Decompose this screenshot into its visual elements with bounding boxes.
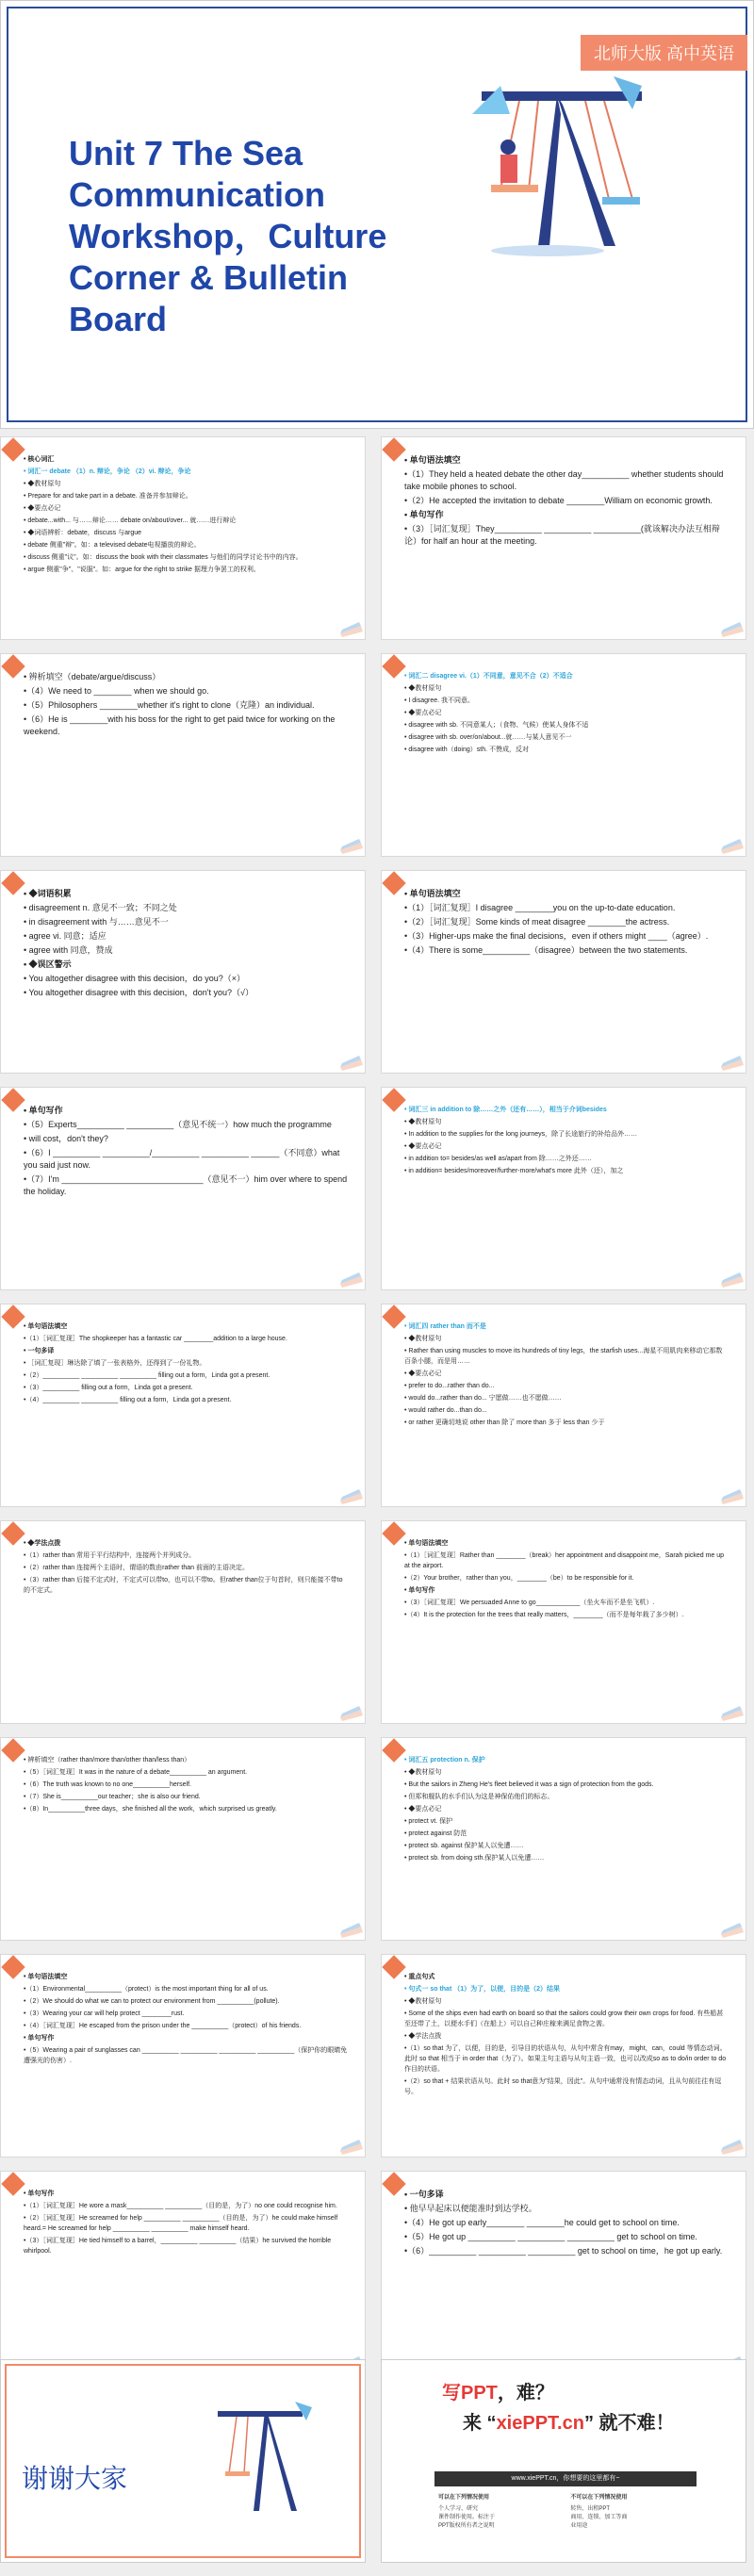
slide-line: •（1）［词汇复现］He wore a mask__________ __________（目的是，为了）no one could recognise him. [24,2203,337,2209]
slide-line: •（2）We should do what we can to protect our environment from __________(pollute). [24,1998,280,2005]
swing-illustration [444,57,670,265]
slide-line: • 一句多译 [24,1348,55,1354]
slide-line: • debate 侧重"辩"。如：a televised debate电视播放的辩论。 [24,542,201,549]
book-corner-icon [336,831,365,856]
slide-line: •（2）He accepted the invitation to debate ________William on economic growth. [404,496,713,505]
slide-line: • ◆要点必记 [404,1806,442,1813]
slide-line: • 单句语法填空 [404,455,461,465]
slide-line: •（6）He is ________with his boss for the right to get paid twice for working on the weekend. [24,714,336,736]
slide-content [24,671,348,839]
slide-line: • protect vt. 保护 [404,1818,453,1825]
slide-line: •（4）There is some__________（disagree）between the two statements. [404,945,688,955]
slide-line: •（2）［词汇复现］He screamed for help __________ __________（目的是，为了）he could make himself heard.= He screamed for help __________ __________ make himself heard. [24,2215,338,2232]
slide-line: • 词汇二 disagree vi.（1）不同意，意见不合（2）不适合 [404,673,573,680]
slide-content [404,1972,729,2140]
slide-line: • in disagreement with 与……意见不一 [24,917,169,927]
slide-content [404,888,729,1056]
publisher-badge: 北师大版 高中英语 [581,35,747,71]
slide-line: • ◆教材原句 [24,481,61,487]
book-corner-icon [336,1482,365,1506]
slide-line: •（3）Wearing your car will help protect ________rust. [24,2010,185,2017]
slide-line: • protect sb. from doing sth.保护某人以免遭…… [404,1855,545,1862]
lesson-slide [381,1737,746,1941]
slide-line: • 但郑和舰队的水手们认为这是神保佑他们的标志。 [404,1794,554,1800]
slide-content [24,454,348,622]
slide-line: • ［词汇复现］琳达除了填了一张表格外，还得到了一份礼物。 [24,1360,206,1367]
slide-line: •（2）［词汇复现］Some kinds of meat disagree ________the actress. [404,917,670,927]
slide-line: • In addition to the supplies for the long journeys，除了长途旅行的补给品外…… [404,1131,638,1138]
slide-line: • would rather do...than do... [404,1407,487,1414]
lesson-slide [381,436,746,640]
slide-content [24,1972,348,2140]
slide-line: • ◆要点必记 [24,505,61,512]
slide-line: • 辨析填空（rather than/more than/other than/less than） [24,1757,191,1764]
slide-line: • argue 侧重"争"、"说服"。如：argue for the right to strike 据理力争罢工的权利。 [24,566,260,573]
slide-line: • Prepare for and take part in a debate. 准备并参加辩论。 [24,493,192,500]
slide-line: • protect against 防范 [404,1830,467,1837]
lesson-slide [381,2171,746,2374]
slide-line: •（3）rather than 后接不定式时，不定式可以带to，也可以不带to。但rather than位于句首时，则只能接不带to的不定式。 [24,1577,343,1594]
book-corner-icon [336,1698,365,1723]
slide-line: • 单句语法填空 [404,1540,449,1547]
slide-line: • 单句语法填空 [24,1323,68,1330]
slide-line: •（1）rather than 常用于平行结构中，连接两个并列成分。 [24,1552,196,1559]
slide-line: • ◆要点必记 [404,1370,442,1377]
lesson-slide [0,870,366,1074]
lesson-slide [0,1737,366,1941]
slide-line: •（1）［词汇复现］I disagree ________you on the up-to-date education. [404,903,676,912]
book-corner-icon [336,1915,365,1940]
ad-line-2: 来 “xiePPT.cn” 就不难！ [463,2413,675,2434]
slide-line: • in addition to= besides/as well as/apart from 除……之外还…… [404,1156,592,1162]
slide-line: • 词汇五 protection n. 保护 [404,1757,485,1764]
ad-col-forbidden: 不可以在下列情况使用 转售、出租PPT 商用、连锁、加工等商业用途 [570,2495,628,2529]
slide-line: •（3）［词汇复现］He tied himself to a barrel，__________ __________（结果）he survived the horrible whirlpool. [24,2238,332,2255]
slide-line: • discuss 侧重"议"。如：discuss the book with their classmates 与他们的同学讨论书中的内容。 [24,554,303,561]
slide-line: • debate...with... 与……辩论…… debate on/about/over... 就……进行辩论 [24,517,237,524]
slide-line: •（7）She is__________our teacher；she is also our friend. [24,1794,201,1800]
lesson-slide [0,1520,366,1724]
slide-line: • agree vi. 同意；适应 [24,931,107,941]
slide-line: • But the sailors in Zheng He's fleet believed it was a sign of protection from the gods. [404,1781,654,1788]
slide-line: • 单句写作 [404,510,444,519]
lesson-slide [381,1087,746,1290]
slide-line: •（3）［词汇复现］We persuaded Anne to go____________（坐火车而不是坐飞机）. [404,1600,655,1606]
ad-usage-columns [438,2492,693,2529]
slide-line: •（1）Environmental__________（protect）is the most important thing for all of us. [24,1986,269,1993]
slide-line: • protect sb. against 保护某人以免遭…… [404,1843,524,1849]
slide-line: • ◆学法点拨 [404,2033,442,2040]
slide-line: •（1）They held a heated debate the other day__________ whether students should take mobile phones to school. [404,469,724,491]
slide-line: • You altogether disagree with this decision，don't you?（√） [24,988,254,997]
lesson-slide [0,1954,366,2158]
book-corner-icon [717,831,746,856]
book-corner-icon [717,1698,746,1723]
slide-line: • 词汇四 rather than 而不是 [404,1323,486,1330]
book-corner-icon [717,1482,746,1506]
book-corner-icon [717,1265,746,1289]
thanks-text: 谢谢大家 [22,2464,128,2493]
slide-line: • ◆要点必记 [404,710,442,716]
cover-slide [0,0,754,429]
slide-line: • 一句多译 [404,2190,444,2199]
slide-line: • 句式一 so that （1）为了，以便，目的是（2）结果 [404,1986,561,1993]
slide-content [24,1105,348,1272]
slide-line: •（6）The truth was known to no one__________herself. [24,1781,191,1788]
slide-line: •（2）rather than 连接两个主语时，谓语的数由rather than 前面的主语决定。 [24,1565,249,1571]
slide-content [404,1538,729,1706]
lesson-slide [0,2171,366,2374]
slide-content [404,1321,729,1489]
slide-line: • 词汇三 in addition to 除……之外（还有……），相当于介词besides [404,1107,607,1113]
slide-line: •（4）It is the protection for the trees that really matters，________（而不是每年栽了多少树）. [404,1612,684,1618]
slide-line: • ◆词语辨析：debate，discuss 与argue [24,530,141,536]
lesson-slide [0,1087,366,1290]
slide-line: •（4）__________ __________ filling out a form，Linda got a present. [24,1397,232,1403]
slide-line: •（4）He got up early________ ________he could get to school on time. [404,2218,680,2227]
lesson-slide [0,1304,366,1507]
lesson-slide [0,436,366,640]
slide-content [404,671,729,839]
cover-title: Unit 7 The Sea Communication Workshop，Culture Corner & Bulletin Board [69,134,387,338]
slide-line: •（7）I'm ______________________________（意见不一）him over where to spend the holiday. [24,1174,348,1196]
lesson-slide [381,1954,746,2158]
slide-content [24,2189,348,2356]
slide-line: • disagree with sb. over/on/about...就……与某人意见不一 [404,734,572,741]
slide-line: •（1）［词汇复现］Rather than ________（break）her appointment and disappoint me，Sarah picked me up at the airport. [404,1552,725,1569]
book-corner-icon [717,615,746,639]
slide-line: • 单句写作 [24,2190,55,2197]
slide-line: • ◆教材原句 [404,1769,442,1776]
slide-line: • in addition= besides/moreover/further-more/what's more 此外（还），加之 [404,1168,624,1174]
book-corner-icon [717,2132,746,2157]
slide-line: • ◆要点必记 [404,1143,442,1150]
slide-line: • I disagree. 我不同意。 [404,697,475,704]
slide-content [24,1538,348,1706]
book-corner-icon [717,1915,746,1940]
slide-line: • ◆教材原句 [404,1336,442,1342]
ad-col-allowed: 可以在下列情况使用 个人学习、研究 课件制作使用。标注于PPT版权所有者之说明 [438,2495,496,2529]
slide-line: •（5）He got up __________ __________ __________ get to school on time. [404,2232,697,2241]
slide-line: •（3）Higher-ups make the final decisions，even if others might ____（agree）. [404,931,709,941]
slide-line: • disagreement n. 意见不一致；不同之处 [24,903,177,912]
slide-line: •（4）［词汇复现］He escaped from the prison under the __________（protect）of his friends. [24,2023,302,2029]
slide-content [24,888,348,1056]
slide-line: •（6）__________ __________ __________ get to school on time，he got up early. [404,2246,723,2256]
slide-content [404,2189,729,2356]
slide-line: •（1）so that 为了，以便，目的是，引导目的状语从句，从句中常含有may，might，can，could 等情态动词。此时 so that 相当于 in order that（为了）。如果主句主语与从句主语一致，也可以改成so as to do/in order to do 作目的状语。 [404,2045,727,2073]
slide-line: •（2）__________ __________ __________ filling out a form，Linda got a present. [24,1372,270,1379]
slide-line: • will cost，don't they? [24,1134,108,1143]
slide-line: • You altogether disagree with this decision，do you?（×） [24,974,246,983]
slide-line: • ◆学法点拨 [24,1540,61,1547]
slide-line: • 单句写作 [24,2035,55,2042]
slide-line: •（5）［词汇复现］It was in the nature of a debate__________ an argument. [24,1769,248,1776]
slide-line: • 重点句式 [404,1974,435,1980]
ad-url-bar: www.xiePPT.cn，你想要的这里都有~ [434,2471,697,2486]
lesson-slide [381,870,746,1074]
lesson-slide [381,653,746,857]
slide-line: • 核心词汇 [24,456,55,463]
slide-line: • 辨析填空（debate/argue/discuss） [24,672,161,681]
slide-line: • ◆误区警示 [24,960,72,969]
slide-line: • prefer to do...rather than do... [404,1383,495,1389]
slide-line: •（2）Your brother，rather than you，________（be）to be responsible for it. [404,1575,634,1582]
slide-line: •（6）I __________ __________/__________ __________ ______（不同意）what you said just now. [24,1148,340,1170]
slide-line: • 他早早起床以便能准时到达学校。 [404,2204,537,2213]
slide-line: •（5）Wearing a pair of sunglasses can __________ __________ __________ __________（保护你的眼睛免遭强光的伤害）. [24,2047,348,2064]
slide-line: •（3）__________ filling out a form，Linda got a present. [24,1385,193,1391]
slide-line: •（2）so that + 结果状语从句。此时 so that意为"结果，因此"。从句中通常没有情态动词，且从句前往往有逗号。 [404,2078,722,2095]
ad-slide [381,2359,746,2563]
slide-line: • disagree with sb. 不同意某人；（食物、气候）使某人身体不适 [404,722,589,729]
slide-content [404,1755,729,1923]
lesson-slide [0,653,366,857]
swing-illustration-small [208,2398,321,2520]
slide-line: • would do...rather than do... 宁愿做……也不愿做…… [404,1395,562,1402]
slide-line: • or rather 更确切地说 other than 除了 more than 多于 less than 少于 [404,1419,605,1426]
slide-line: •（1）［词汇复现］The shopkeeper has a fantastic car ________addition to a large house. [24,1336,287,1342]
slide-line: • agree with 同意，赞成 [24,945,113,955]
slide-content [404,1105,729,1272]
slide-line: • 单句写作 [24,1106,63,1115]
slide-line: • ◆教材原句 [404,1119,442,1125]
slide-line: • Rather than using muscles to move its hundreds of tiny legs，the starfish uses...海星不用肌肉来移动它那数百条小腿，而是用…… [404,1348,723,1365]
lesson-slide [381,1304,746,1507]
slide-line: • ◆词语积累 [24,889,72,898]
slide-line: •（4）We need to ________ when we should go. [24,686,209,696]
thanks-slide [0,2359,366,2563]
slide-line: • disagree with（doing）sth. 不赞成，反对 [404,747,529,753]
ad-line-1: 写PPT，难？ [442,2383,554,2404]
slide-line: • 词汇一 debate （1）n. 辩论，争论 （2）vi. 辩论，争论 [24,468,191,475]
slide-line: •（8）In__________three days，she finished all the work，which surprised us greatly. [24,1806,277,1813]
lesson-slide [381,1520,746,1724]
slide-line: • ◆教材原句 [404,1998,442,2005]
book-corner-icon [336,1048,365,1073]
book-corner-icon [336,2132,365,2157]
slide-content [24,1321,348,1489]
slide-line: • Some of the ships even had earth on board so that the sailors could grow their own crops for food. 有些船甚至还带了土，以便水手们（在船上）可以自己种庄稼来满足食物之需。 [404,2010,724,2027]
slide-line: • 单句写作 [404,1587,435,1594]
slide-line: • ◆教材原句 [404,685,442,692]
slide-line: • 单句语法填空 [24,1974,68,1980]
book-corner-icon [336,615,365,639]
slide-content [404,454,729,622]
slide-line: •（5）Experts__________ __________（意见不统一）how much the programme [24,1120,332,1129]
slide-line: •（3）［词汇复现］They__________ __________ __________(就该解决办法互相辩论）for half an hour at the meeting. [404,524,720,546]
slide-line: •（5）Philosophers ________whether it's right to clone（克隆）an individual. [24,700,315,710]
slide-content [24,1755,348,1923]
slide-line: • 单句语法填空 [404,889,461,898]
book-corner-icon [717,1048,746,1073]
book-corner-icon [336,1265,365,1289]
